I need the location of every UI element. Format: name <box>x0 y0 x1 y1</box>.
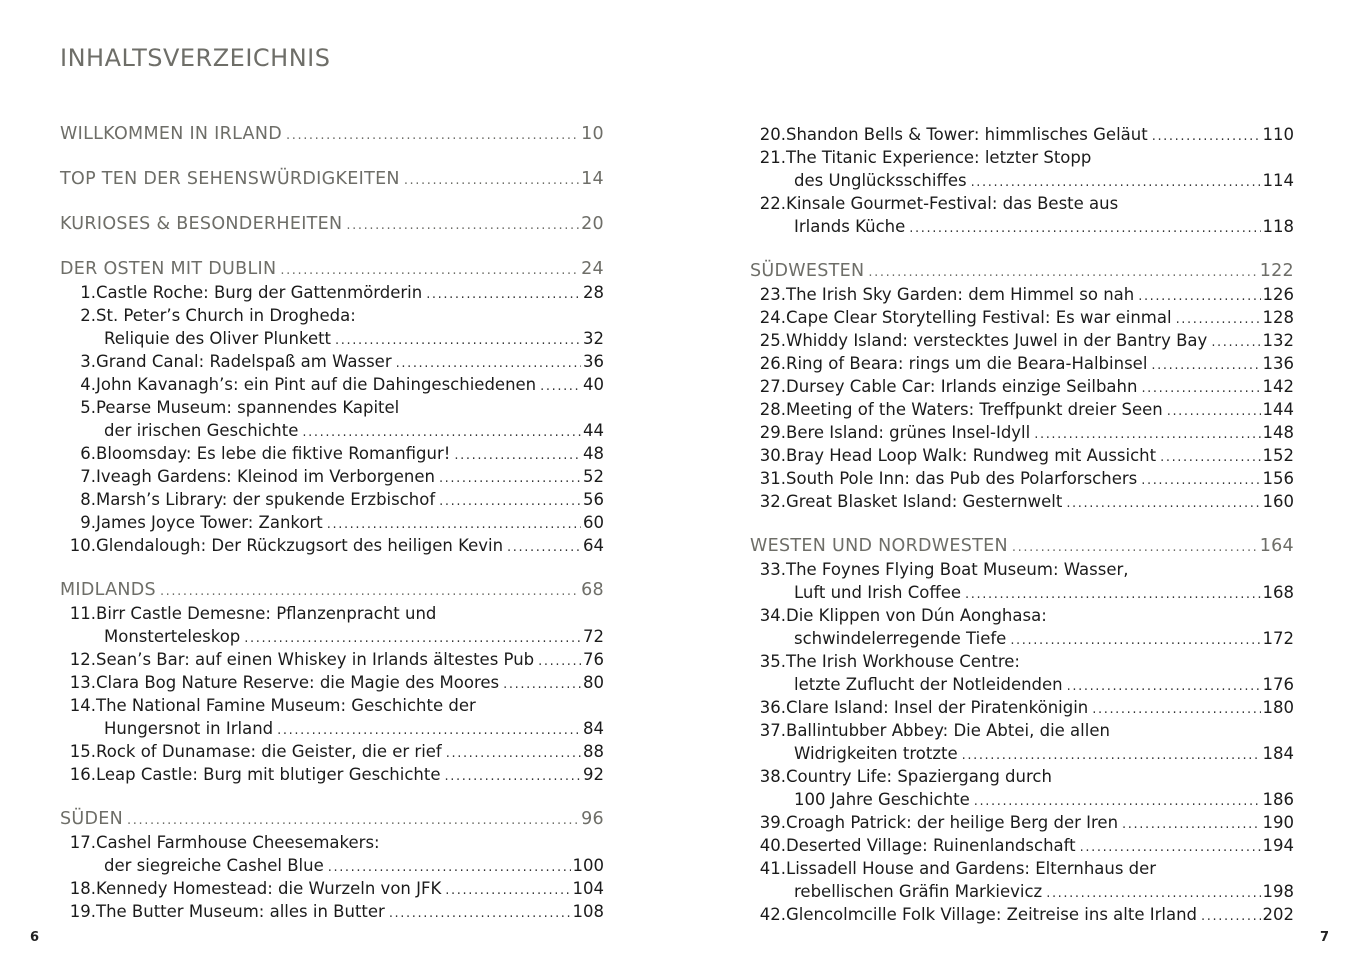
entry-title: letzte Zuflucht der Notleidenden <box>794 675 1063 694</box>
dot-leader <box>446 742 581 765</box>
toc-entry-continuation <box>60 625 604 648</box>
entry-number: 12. <box>69 650 96 669</box>
toc-entry <box>60 694 604 717</box>
entry-title: The Irish Sky Garden: dem Himmel so nah <box>786 285 1135 304</box>
page-reference: 148 <box>1262 423 1294 442</box>
entry-number: 5. <box>80 398 96 417</box>
entry-number: 22. <box>759 194 786 213</box>
page-reference: 104 <box>572 879 604 898</box>
toc-entry <box>60 534 604 557</box>
entry-title: Widrigkeiten trotzte <box>794 744 958 763</box>
section-title: KURIOSES & BESONDERHEITEN <box>60 214 343 234</box>
toc-entry <box>750 811 1294 834</box>
dot-leader <box>1034 423 1260 446</box>
page-reference: 152 <box>1262 446 1294 465</box>
entry-title: Ring of Beara: rings um die Beara-Halbinsel <box>786 354 1148 373</box>
page-reference: 76 <box>583 650 604 669</box>
entry-number: 16. <box>69 765 96 784</box>
page-reference: 48 <box>583 444 604 463</box>
entry-title: Deserted Village: Ruinenlandschaft <box>786 836 1076 855</box>
entry-number: 31. <box>759 469 786 488</box>
section-gap <box>60 146 604 168</box>
entry-number: 29. <box>759 423 786 442</box>
toc-entry <box>60 831 604 854</box>
entry-number: 26. <box>759 354 786 373</box>
dot-leader <box>971 171 1261 194</box>
page-reference: 164 <box>1259 536 1294 556</box>
toc-entry <box>60 465 604 488</box>
page-number-right: 7 <box>1320 930 1330 945</box>
dot-leader <box>1092 698 1260 721</box>
toc-entry-continuation <box>60 854 604 877</box>
page-number-left: 6 <box>30 930 40 945</box>
entry-title: Castle Roche: Burg der Gattenmörderin <box>96 283 423 302</box>
section-title: TOP TEN DER SEHENSWÜRDIGKEITEN <box>60 169 400 189</box>
entry-title: Lissadell House and Gardens: Elternhaus der <box>786 859 1157 878</box>
toc-entry <box>60 350 604 373</box>
entry-title: schwindelerregende Tiefe <box>794 629 1007 648</box>
entry-number: 13. <box>69 673 96 692</box>
page-reference: 160 <box>1262 492 1294 511</box>
dot-leader <box>302 421 581 444</box>
page-reference: 202 <box>1262 905 1294 924</box>
page-reference: 176 <box>1262 675 1294 694</box>
entry-title: Bloomsday: Es lebe die fiktive Romanfigur! <box>96 444 451 463</box>
dot-leader <box>1138 285 1260 308</box>
page-reference: 64 <box>583 536 604 555</box>
toc-entry <box>60 602 604 625</box>
page-reference: 126 <box>1262 285 1294 304</box>
page-reference: 28 <box>583 283 604 302</box>
dot-leader <box>1151 354 1260 377</box>
entry-title: John Kavanagh’s: ein Pint auf die Dahingeschiedenen <box>96 375 537 394</box>
entry-title: des Unglücksschiffes <box>794 171 967 190</box>
page-reference: 168 <box>1262 583 1294 602</box>
dot-leader <box>1211 331 1260 354</box>
toc-entry <box>750 146 1294 169</box>
toc-entry-continuation <box>750 215 1294 238</box>
entry-number: 14. <box>69 696 96 715</box>
entry-title: Meeting of the Waters: Treffpunkt dreier Seen <box>786 400 1163 419</box>
entry-title: The Titanic Experience: letzter Stopp <box>786 148 1092 167</box>
toc-entry <box>750 375 1294 398</box>
section-title: SÜDWESTEN <box>750 261 865 281</box>
entry-title: Clare Island: Insel der Piratenkönigin <box>786 698 1089 717</box>
dot-leader <box>1122 813 1260 836</box>
entry-title: James Joyce Tower: Zankort <box>96 513 323 532</box>
dot-leader <box>909 217 1260 240</box>
toc-entry-continuation <box>750 788 1294 811</box>
dot-leader <box>445 765 581 788</box>
toc-section-heading <box>60 258 604 281</box>
dot-leader <box>426 283 581 306</box>
section-title: WILLKOMMEN IN IRLAND <box>60 124 282 144</box>
toc-entry <box>750 306 1294 329</box>
entry-title: Luft und Irish Coffee <box>794 583 962 602</box>
section-gap <box>750 513 1294 535</box>
dot-leader <box>1176 308 1261 331</box>
entry-title: Grand Canal: Radelspaß am Wasser <box>96 352 392 371</box>
toc-entry <box>750 352 1294 375</box>
entry-title: The Irish Workhouse Centre: <box>786 652 1020 671</box>
toc-entry <box>750 604 1294 627</box>
entry-number: 41. <box>759 859 786 878</box>
dot-leader <box>328 856 571 879</box>
toc-entry-continuation <box>60 717 604 740</box>
entry-title: Bray Head Loop Walk: Rundweg mit Aussicht <box>786 446 1157 465</box>
page-reference: 32 <box>583 329 604 348</box>
entry-number: 33. <box>759 560 786 579</box>
entry-number: 4. <box>80 375 96 394</box>
entry-title: Ballintubber Abbey: Die Abtei, die allen <box>786 721 1110 740</box>
toc-entry-continuation <box>750 581 1294 604</box>
toc-entry <box>750 834 1294 857</box>
entry-title: Croagh Patrick: der heilige Berg der Iren <box>786 813 1119 832</box>
page-reference: 44 <box>583 421 604 440</box>
entry-title: Cashel Farmhouse Cheesemakers: <box>96 833 380 852</box>
toc-section-heading <box>60 213 604 236</box>
entry-number: 6. <box>80 444 96 463</box>
section-gap <box>750 238 1294 260</box>
toc-entry <box>750 558 1294 581</box>
dot-leader <box>127 809 579 832</box>
toc-entry <box>60 373 604 396</box>
page-reference: 88 <box>583 742 604 761</box>
page-reference: 56 <box>583 490 604 509</box>
entry-title: Birr Castle Demesne: Pflanzenpracht und <box>96 604 437 623</box>
entry-title: The National Famine Museum: Geschichte der <box>96 696 476 715</box>
dot-leader <box>1012 536 1258 559</box>
entry-title: Kinsale Gourmet-Festival: das Beste aus <box>786 194 1119 213</box>
toc-entry <box>60 740 604 763</box>
dot-leader <box>503 673 581 696</box>
toc-section-heading <box>750 260 1294 283</box>
toc-entry <box>750 421 1294 444</box>
dot-leader <box>1167 400 1261 423</box>
dot-leader <box>1160 446 1260 469</box>
section-title: DER OSTEN MIT DUBLIN <box>60 259 277 279</box>
dot-leader <box>277 719 581 742</box>
entry-title: 100 Jahre Geschichte <box>794 790 970 809</box>
dot-leader <box>327 513 581 536</box>
entry-title: Glencolmcille Folk Village: Zeitreise ins alte Irland <box>786 905 1198 924</box>
toc-entry-continuation <box>750 742 1294 765</box>
entry-title: Monsterteleskop <box>104 627 241 646</box>
toc-entry <box>750 719 1294 742</box>
page-reference: 60 <box>583 513 604 532</box>
entry-title: rebellischen Gräfin Markievicz <box>794 882 1043 901</box>
dot-leader <box>1080 836 1261 859</box>
entry-number: 2. <box>80 306 96 325</box>
toc-entry <box>750 467 1294 490</box>
page-reference: 10 <box>581 124 604 144</box>
dot-leader <box>1141 377 1260 400</box>
entry-title: St. Peter’s Church in Drogheda: <box>96 306 356 325</box>
page-reference: 96 <box>581 809 604 829</box>
page-reference: 136 <box>1262 354 1294 373</box>
entry-title: der siegreiche Cashel Blue <box>104 856 324 875</box>
page-reference: 36 <box>583 352 604 371</box>
page-reference: 24 <box>581 259 604 279</box>
entry-number: 1. <box>80 283 96 302</box>
entry-title: Irlands Küche <box>794 217 906 236</box>
entry-number: 30. <box>759 446 786 465</box>
dot-leader <box>965 583 1260 606</box>
toc-entry <box>750 329 1294 352</box>
toc-section-heading <box>60 168 604 191</box>
page-reference: 14 <box>581 169 604 189</box>
page-reference: 194 <box>1262 836 1294 855</box>
toc-entry-continuation <box>750 169 1294 192</box>
page-reference: 184 <box>1262 744 1294 763</box>
dot-leader <box>538 650 581 673</box>
entry-title: Dursey Cable Car: Irlands einzige Seilbahn <box>786 377 1138 396</box>
toc-entry-continuation <box>60 327 604 350</box>
entry-title: Kennedy Homestead: die Wurzeln von JFK <box>96 879 442 898</box>
dot-leader <box>160 580 579 603</box>
toc-entry <box>750 490 1294 513</box>
entry-title: Rock of Dunamase: die Geister, die er rief <box>96 742 442 761</box>
entry-title: Sean’s Bar: auf einen Whiskey in Irlands ältestes Pub <box>96 650 535 669</box>
entry-title: The Foynes Flying Boat Museum: Wasser, <box>786 560 1129 579</box>
entry-number: 36. <box>759 698 786 717</box>
dot-leader <box>244 627 581 650</box>
dot-leader <box>454 444 581 467</box>
dot-leader <box>1141 469 1260 492</box>
entry-title: Glendalough: Der Rückzugsort des heiligen Kevin <box>96 536 504 555</box>
page-reference: 128 <box>1262 308 1294 327</box>
dot-leader <box>962 744 1261 767</box>
section-gap <box>60 557 604 579</box>
page-reference: 156 <box>1262 469 1294 488</box>
entry-number: 20. <box>759 125 786 144</box>
entry-number: 34. <box>759 606 786 625</box>
toc-entry <box>750 283 1294 306</box>
toc-entry <box>750 857 1294 880</box>
entry-title: Leap Castle: Burg mit blutiger Geschichte <box>96 765 441 784</box>
dot-leader <box>280 259 579 282</box>
entry-number: 18. <box>69 879 96 898</box>
dot-leader <box>1067 675 1261 698</box>
entry-number: 25. <box>759 331 786 350</box>
entry-title: Cape Clear Storytelling Festival: Es war einmal <box>786 308 1172 327</box>
page-reference: 114 <box>1262 171 1294 190</box>
toc-section-heading <box>60 579 604 602</box>
dot-leader <box>507 536 581 559</box>
toc-entry <box>60 763 604 786</box>
toc-entry <box>750 696 1294 719</box>
toc-entry <box>60 304 604 327</box>
entry-title: Iveagh Gardens: Kleinod im Verborgenen <box>96 467 435 486</box>
toc-entry <box>60 442 604 465</box>
entry-title: Great Blasket Island: Gesternwelt <box>786 492 1063 511</box>
page-reference: 122 <box>1259 261 1294 281</box>
entry-number: 32. <box>759 492 786 511</box>
entry-number: 9. <box>80 513 96 532</box>
toc-entry <box>750 903 1294 926</box>
section-gap <box>60 786 604 808</box>
entry-number: 35. <box>759 652 786 671</box>
section-title: SÜDEN <box>60 809 124 829</box>
dot-leader <box>389 902 571 925</box>
entry-title: Whiddy Island: verstecktes Juwel in der Bantry Bay <box>786 331 1208 350</box>
dot-leader <box>1066 492 1260 515</box>
page-reference: 142 <box>1262 377 1294 396</box>
page-reference: 172 <box>1262 629 1294 648</box>
page-reference: 100 <box>572 856 604 875</box>
toc-entry <box>60 488 604 511</box>
dot-leader <box>540 375 581 398</box>
entry-title: Reliquie des Oliver Plunkett <box>104 329 332 348</box>
entry-title: Country Life: Spaziergang durch <box>786 767 1052 786</box>
dot-leader <box>1201 905 1260 928</box>
entry-title: South Pole Inn: das Pub des Polarforschers <box>786 469 1138 488</box>
entry-number: 15. <box>69 742 96 761</box>
entry-title: Clara Bog Nature Reserve: die Magie des Moores <box>96 673 500 692</box>
toc-entry <box>60 648 604 671</box>
toc-entry <box>60 511 604 534</box>
entry-number: 24. <box>759 308 786 327</box>
entry-title: The Butter Museum: alles in Butter <box>96 902 385 921</box>
page-reference: 110 <box>1262 125 1294 144</box>
dot-leader <box>346 214 579 237</box>
toc-entry <box>60 877 604 900</box>
section-gap <box>60 191 604 213</box>
entry-title: Hungersnot in Irland <box>104 719 274 738</box>
dot-leader <box>1152 125 1261 148</box>
section-title: WESTEN UND NORDWESTEN <box>750 536 1008 556</box>
page-reference: 144 <box>1262 400 1294 419</box>
toc-entry-continuation <box>750 673 1294 696</box>
toc-entry <box>750 398 1294 421</box>
page-reference: 92 <box>583 765 604 784</box>
page-title: INHALTSVERZEICHNIS <box>60 44 331 72</box>
page-reference: 72 <box>583 627 604 646</box>
dot-leader <box>974 790 1261 813</box>
entry-number: 17. <box>69 833 96 852</box>
entry-title: der irischen Geschichte <box>104 421 299 440</box>
toc-entry <box>750 192 1294 215</box>
page-reference: 80 <box>583 673 604 692</box>
entry-title: Bere Island: grünes Insel-Idyll <box>786 423 1031 442</box>
entry-number: 23. <box>759 285 786 304</box>
dot-leader <box>439 490 581 513</box>
entry-number: 39. <box>759 813 786 832</box>
toc-column-left <box>60 123 604 923</box>
entry-title: Marsh’s Library: der spukende Erzbischof <box>96 490 436 509</box>
entry-number: 42. <box>759 905 786 924</box>
entry-number: 37. <box>759 721 786 740</box>
toc-entry <box>60 396 604 419</box>
entry-number: 28. <box>759 400 786 419</box>
entry-number: 19. <box>69 902 96 921</box>
toc-entry <box>60 671 604 694</box>
page-reference: 190 <box>1262 813 1294 832</box>
entry-title: Die Klippen von Dún Aonghasa: <box>786 606 1047 625</box>
toc-column-right <box>750 123 1294 926</box>
entry-number: 40. <box>759 836 786 855</box>
page-reference: 108 <box>572 902 604 921</box>
entry-number: 8. <box>80 490 96 509</box>
toc-entry <box>750 123 1294 146</box>
section-gap <box>60 236 604 258</box>
toc-entry <box>750 765 1294 788</box>
dot-leader <box>404 169 579 192</box>
dot-leader <box>445 879 570 902</box>
page-reference: 198 <box>1262 882 1294 901</box>
page-reference: 186 <box>1262 790 1294 809</box>
page-reference: 132 <box>1262 331 1294 350</box>
entry-number: 7. <box>80 467 96 486</box>
toc-entry <box>60 281 604 304</box>
toc-entry <box>750 650 1294 673</box>
entry-number: 21. <box>759 148 786 167</box>
toc-entry-continuation <box>750 627 1294 650</box>
entry-title: Shandon Bells & Tower: himmlisches Geläut <box>786 125 1148 144</box>
page-reference: 118 <box>1262 217 1294 236</box>
toc-entry-continuation <box>60 419 604 442</box>
dot-leader <box>1010 629 1260 652</box>
toc-section-heading <box>60 808 604 831</box>
entry-number: 27. <box>759 377 786 396</box>
dot-leader <box>439 467 581 490</box>
entry-number: 38. <box>759 767 786 786</box>
entry-title: Pearse Museum: spannendes Kapitel <box>96 398 400 417</box>
toc-entry-continuation <box>750 880 1294 903</box>
toc-section-heading <box>60 123 604 146</box>
page-reference: 52 <box>583 467 604 486</box>
entry-number: 10. <box>69 536 96 555</box>
dot-leader <box>396 352 581 375</box>
page-reference: 180 <box>1262 698 1294 717</box>
toc-section-heading <box>750 535 1294 558</box>
toc-entry <box>60 900 604 923</box>
page-reference: 84 <box>583 719 604 738</box>
page-reference: 40 <box>583 375 604 394</box>
dot-leader <box>868 261 1257 284</box>
toc-entry <box>750 444 1294 467</box>
dot-leader <box>335 329 581 352</box>
entry-number: 3. <box>80 352 96 371</box>
dot-leader <box>286 124 579 147</box>
dot-leader <box>1046 882 1260 905</box>
entry-number: 11. <box>69 604 96 623</box>
page-reference: 68 <box>581 580 604 600</box>
page-reference: 20 <box>581 214 604 234</box>
section-title: MIDLANDS <box>60 580 156 600</box>
